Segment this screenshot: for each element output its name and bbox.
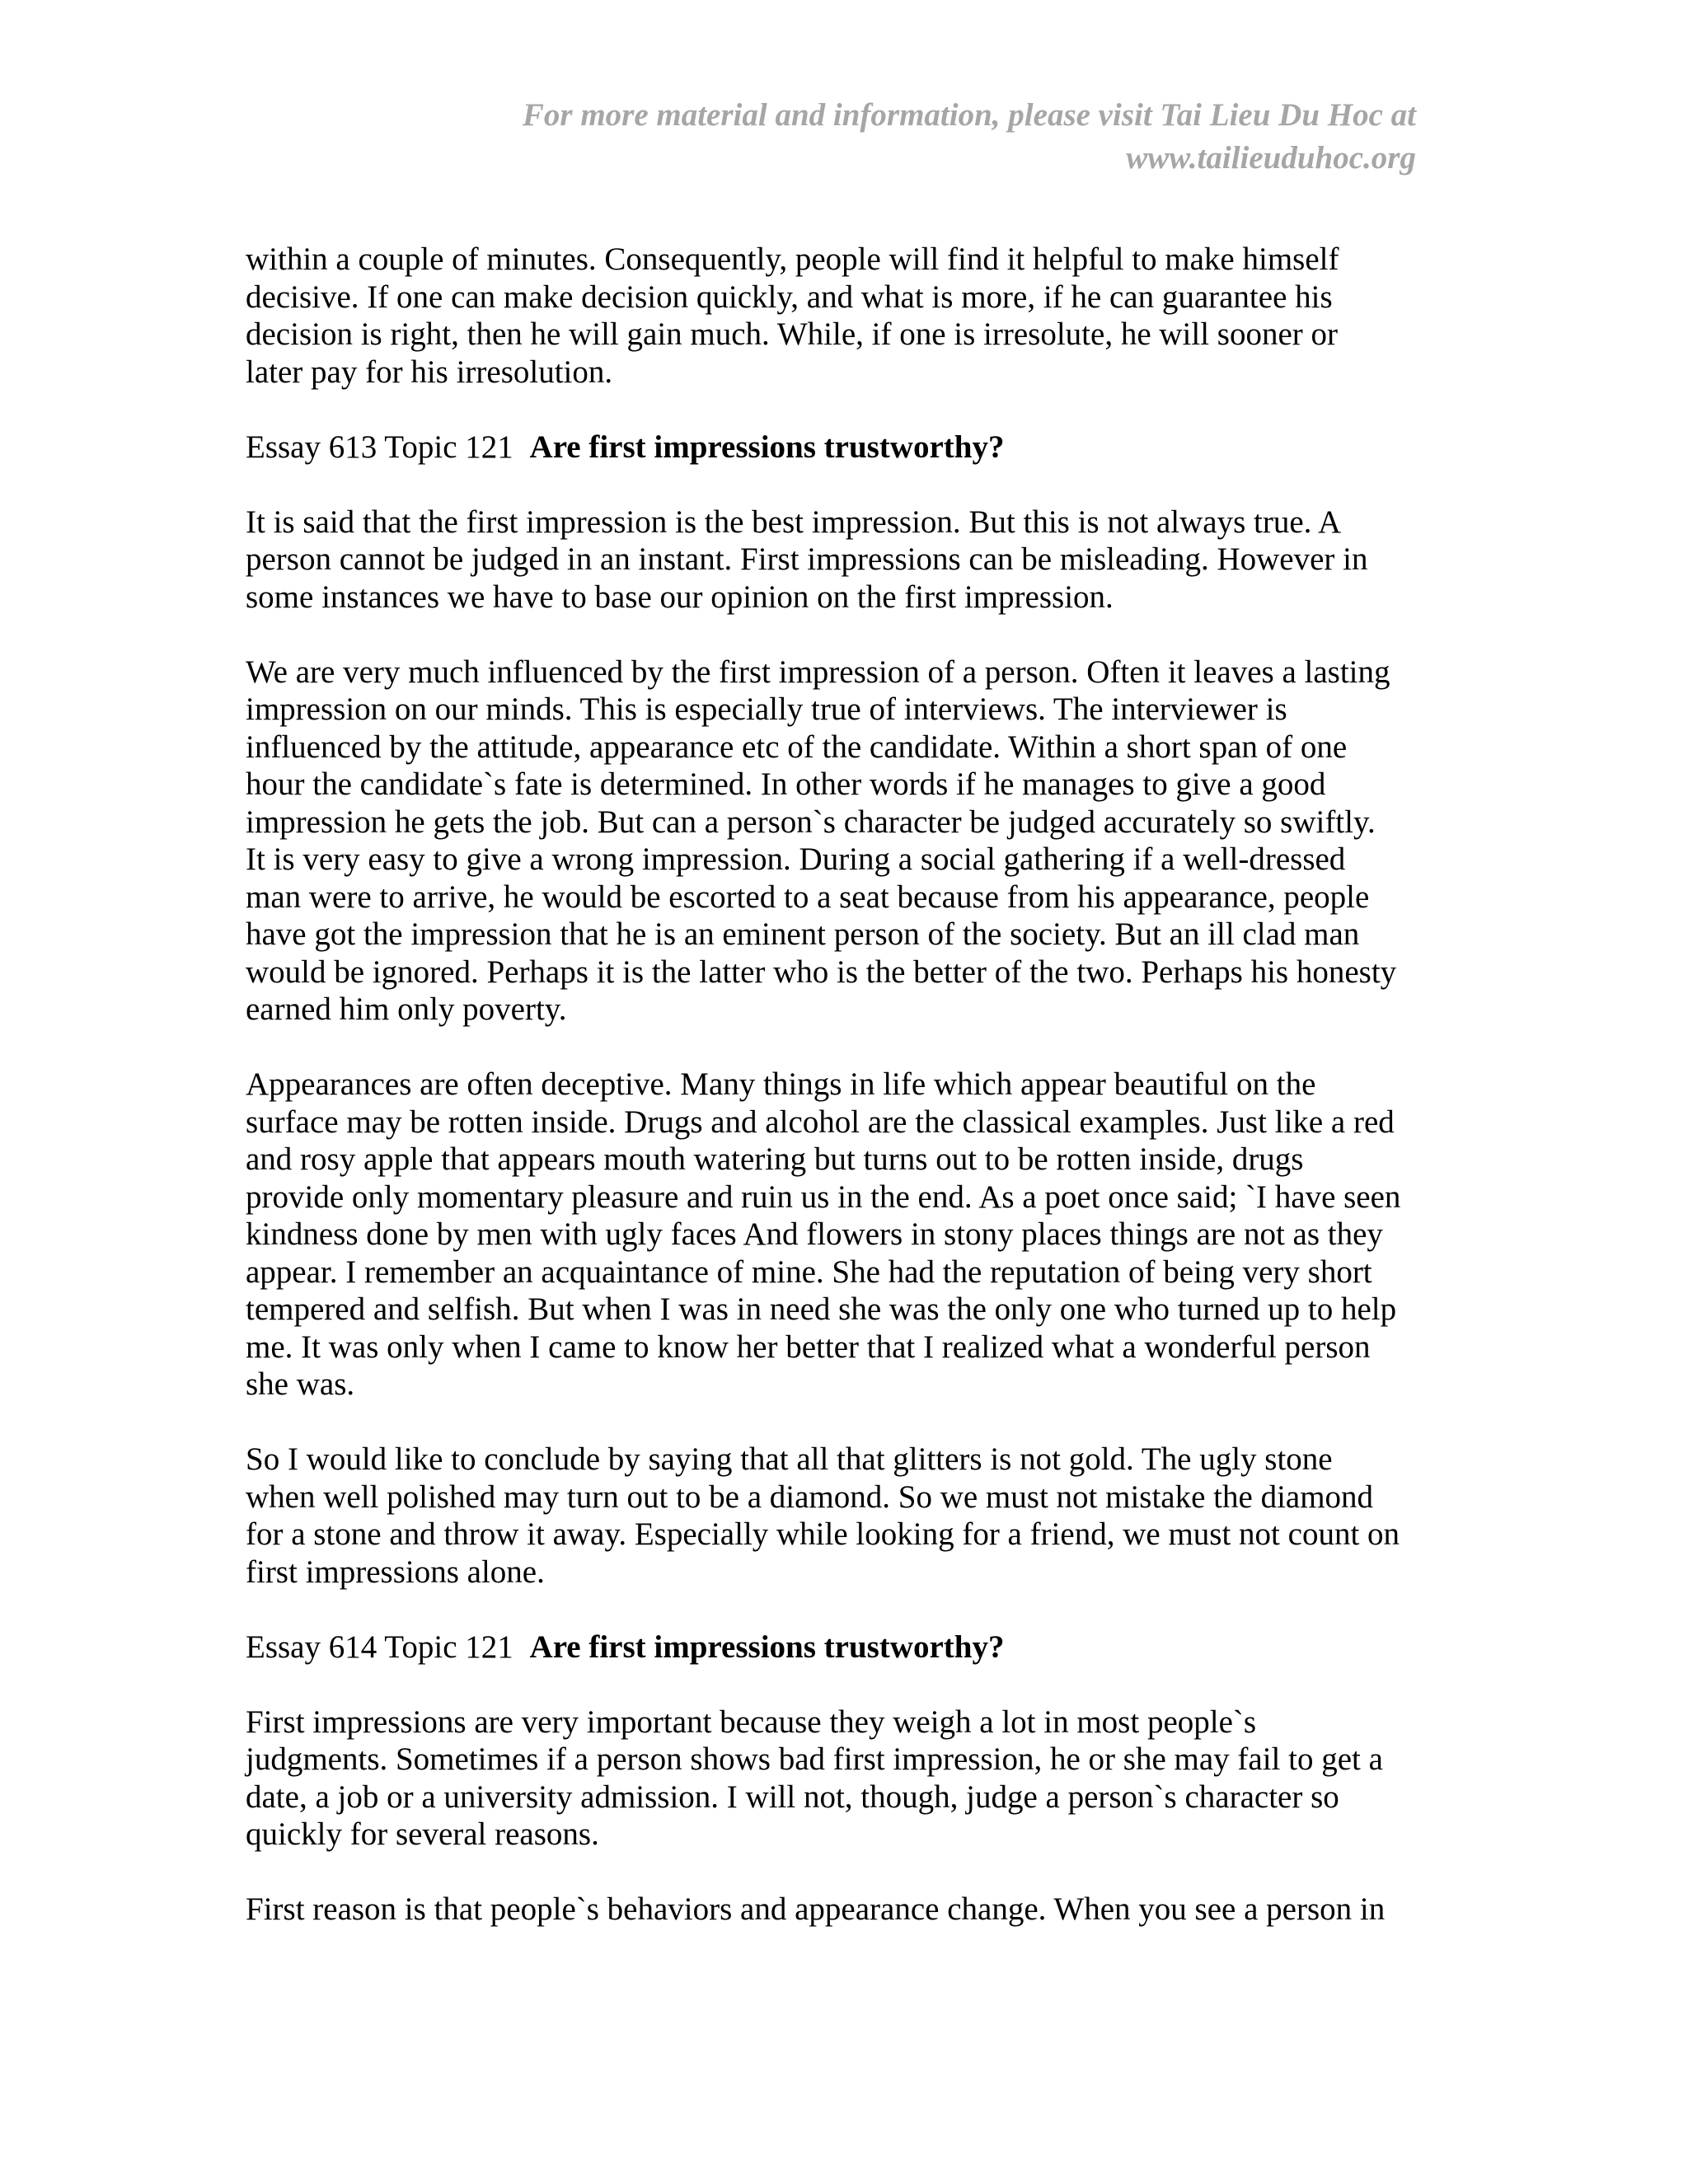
essay-label: Essay 613 Topic 121	[246, 429, 513, 465]
text-line: Appearances are often deceptive. Many things in life which appear beautiful on the	[246, 1066, 1316, 1102]
essay-613-heading	[246, 429, 1449, 466]
text-line: quickly for several reasons.	[246, 1816, 599, 1852]
text-line: would be ignored. Perhaps it is the latter who is the better of the two. Perhaps his honesty	[246, 954, 1397, 990]
paragraph	[246, 1441, 1449, 1591]
text-line: provide only momentary pleasure and ruin us in the end. As a poet once said; `I have seen	[246, 1179, 1401, 1215]
text-line: man were to arrive, he would be escorted to a seat because from his appearance, people	[246, 879, 1370, 915]
text-line: It is very easy to give a wrong impression. During a social gathering if a well-dressed	[246, 841, 1346, 877]
text-line: We are very much influenced by the first impression of a person. Often it leaves a lasting	[246, 654, 1390, 690]
text-line: impression he gets the job. But can a person`s character be judged accurately so swiftly.	[246, 804, 1376, 840]
text-line: earned him only poverty.	[246, 991, 567, 1027]
text-line: influenced by the attitude, appearance etc of the candidate. Within a short span of one	[246, 729, 1348, 765]
paragraph	[246, 1891, 1449, 1929]
paragraph-intro	[246, 241, 1449, 391]
text-line: hour the candidate`s fate is determined. In other words if he manages to give a good	[246, 766, 1326, 802]
text-line: first impressions alone.	[246, 1554, 545, 1590]
text-line: have got the impression that he is an eminent person of the society. But an ill clad man	[246, 916, 1360, 952]
text-line: judgments. Sometimes if a person shows bad first impression, he or she may fail to get a	[246, 1741, 1383, 1777]
text-line: decisive. If one can make decision quickly, and what is more, if he can guarantee his	[246, 279, 1333, 315]
paragraph	[246, 654, 1449, 1029]
text-line: me. It was only when I came to know her better that I realized what a wonderful person	[246, 1329, 1371, 1365]
text-line: some instances we have to base our opinion on the first impression.	[246, 579, 1114, 615]
text-line: person cannot be judged in an instant. First impressions can be misleading. However in	[246, 541, 1368, 577]
header-line-2: www.tailieuduhoc.org	[1126, 140, 1416, 176]
text-line: she was.	[246, 1366, 355, 1402]
text-line: later pay for his irresolution.	[246, 354, 613, 390]
text-line: impression on our minds. This is especially true of interviews. The interviewer is	[246, 691, 1287, 727]
text-line: within a couple of minutes. Consequently, people will find it helpful to make himself	[246, 241, 1339, 277]
essay-label: Essay 614 Topic 121	[246, 1629, 513, 1665]
text-line: It is said that the first impression is the best impression. But this is not always true. A	[246, 504, 1342, 540]
paragraph	[246, 1066, 1449, 1404]
text-line: decision is right, then he will gain much. While, if one is irresolute, he will sooner or	[246, 316, 1339, 352]
header-line-1: For more material and information, please visit Tai Lieu Du Hoc at	[522, 97, 1416, 133]
text-line: and rosy apple that appears mouth watering but turns out to be rotten inside, drugs	[246, 1141, 1304, 1177]
page-header	[345, 94, 1416, 180]
text-line: tempered and selfish. But when I was in need she was the only one who turned up to help	[246, 1291, 1397, 1327]
paragraph	[246, 1704, 1449, 1854]
paragraph	[246, 504, 1449, 616]
text-line: First impressions are very important because they weigh a lot in most people`s	[246, 1704, 1257, 1740]
text-line: date, a job or a university admission. I will not, though, judge a person`s character so	[246, 1779, 1339, 1815]
text-line: appear. I remember an acquaintance of mine. She had the reputation of being very short	[246, 1254, 1372, 1290]
document-body	[246, 241, 1449, 1966]
text-line: kindness done by men with ugly faces And flowers in stony places things are not as they	[246, 1216, 1383, 1252]
essay-614-heading	[246, 1629, 1449, 1666]
essay-title: Are first impressions trustworthy?	[529, 1629, 1005, 1665]
text-line: surface may be rotten inside. Drugs and alcohol are the classical examples. Just like a red	[246, 1104, 1395, 1140]
text-line: First reason is that people`s behaviors and appearance change. When you see a person in	[246, 1891, 1386, 1927]
essay-title: Are first impressions trustworthy?	[529, 429, 1005, 465]
text-line: for a stone and throw it away. Especially while looking for a friend, we must not count on	[246, 1516, 1400, 1552]
text-line: when well polished may turn out to be a diamond. So we must not mistake the diamond	[246, 1479, 1374, 1515]
text-line: So I would like to conclude by saying that all that glitters is not gold. The ugly stone	[246, 1441, 1333, 1477]
